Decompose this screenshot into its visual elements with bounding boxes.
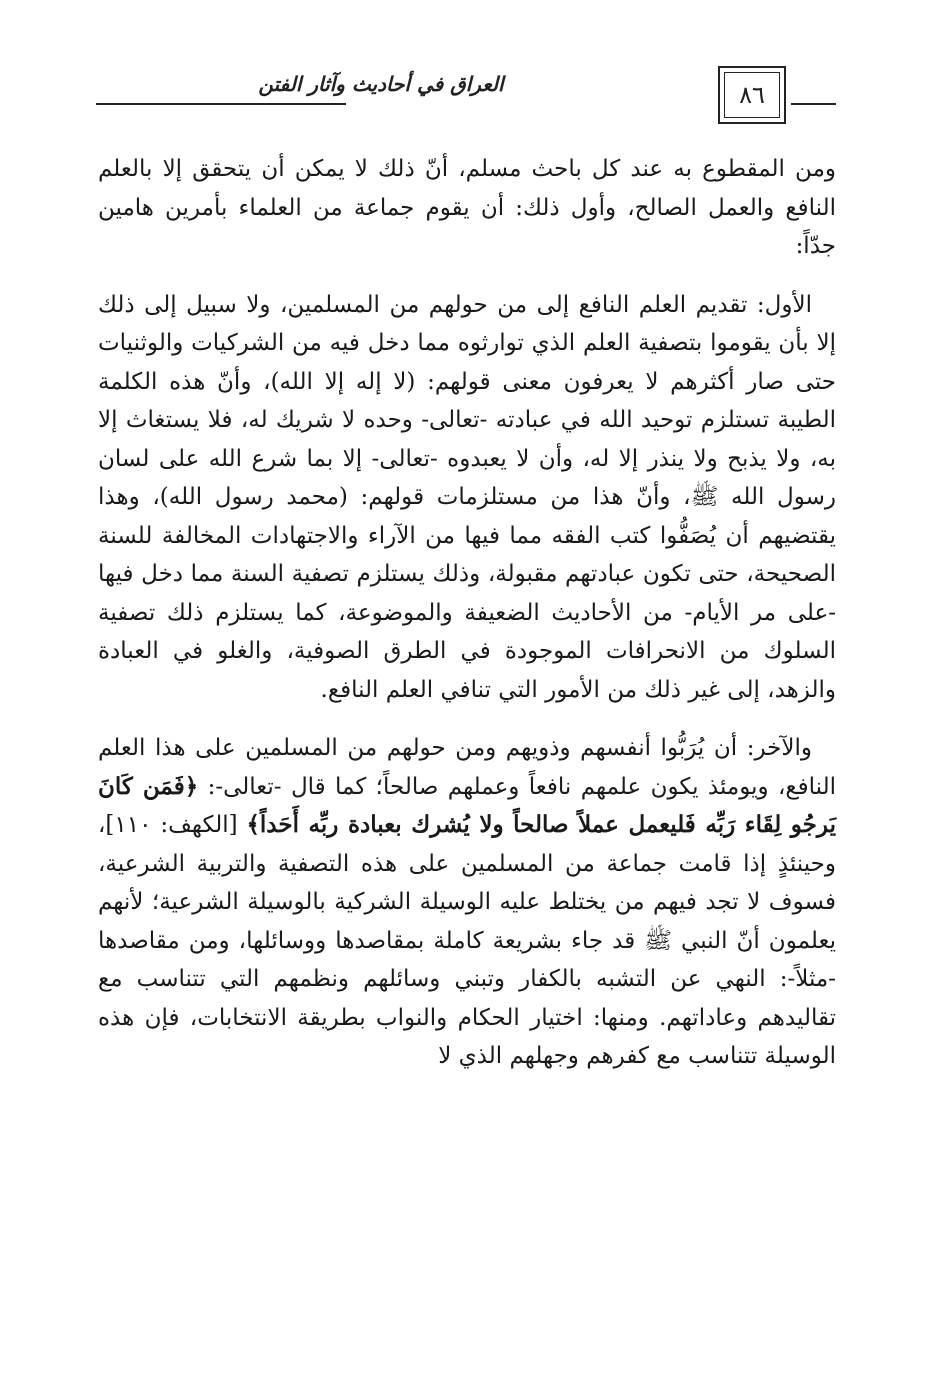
running-title: العراق في أحاديث وآثار الفتن [258,72,504,96]
paragraph-second-text-before: والآخر: أن يُرَبُّوا أنفسهم وذويهم ومن حولهم من المسلمين على هذا العلم النافع، ويومئذ يكون علمهم نافعاً وعملهم صالحاً؛ كما قال -تعالى-: [98,735,836,800]
paragraph-first-point: الأول: تقديم العلم النافع إلى من حولهم من المسلمين، ولا سبيل إلى ذلك إلا بأن يقوموا بتصفية العلم الذي توارثوه مما دخل فيه من الشركيات والوثنيات حتى صار أكثرهم لا يعرفون معنى قولهم: (لا إله إلا الله)، وأنّ هذه الكلمة الطيبة تستلزم توحيد الله في عبادته -تعالى- وحده لا شريك له، فلا يستغاث إلا به، ولا يذبح ولا ينذر إلا له، وأن لا يعبدوه -تعالى- إلا بما شرع الله على لسان رسول الله ﷺ، وأنّ هذا من مستلزمات قولهم: (محمد رسول الله)، وهذا يقتضيهم أن يُصَفُّوا كتب الفقه مما فيها من الآراء والاجتهادات المخالفة للسنة الصحيحة، حتى تكون عبادتهم مقبولة، وذلك يستلزم تصفية السنة مما دخل فيها -على مر الأيام- من الأحاديث الضعيفة والموضوعة، كما يستلزم ذلك تصفية السلوك من الانحرافات الموجودة في الطرق الصوفية، والغلو في العبادة والزهد، إلى غير ذلك من الأمور التي تنافي العلم النافع. [98,291,836,703]
page-number: ٨٦ [739,81,765,109]
body-text [98,150,836,1076]
page-number-frame [718,66,786,124]
header-rule-right [791,103,836,105]
paragraph-second-text-after: [الكهف: ١١٠]، وحينئذٍ إذا قامت جماعة من المسلمين على هذه التصفية والتربية الشرعية، فسوف لا تجد فيهم من يختلط عليه الوسيلة الشركية بالوسيلة الشرعية؛ لأنهم يعلمون أنّ النبي ﷺ قد جاء بشريعة كاملة بمقاصدها ووسائلها، ومن مقاصدها -مثلاً-: النهي عن التشبه بالكفار وتبني وسائلهم ونظمهم التي تتناسب مع تقاليدهم وعاداتهم. ومنها: اختيار الحكام والنواب بطريقة الانتخابات، فإن هذه الوسيلة تتناسب مع كفرهم وجهلهم الذي لا [98,812,836,1069]
paragraph-second-point [98,729,836,1076]
quran-verse: ﴿فَمَن كَانَ يَرجُو لِقَاء رَبِّه فَليعمل عملاً صالحاً ولا يُشرك بعبادة ربِّه أَحَداً﴾ [98,772,836,838]
paragraph-intro: ومن المقطوع به عند كل باحث مسلم، أنّ ذلك لا يمكن أن يتحقق إلا بالعلم النافع والعمل الصالح، وأول ذلك: أن يقوم جماعة من العلماء بأمرين هامين جدّاً: [98,156,836,259]
header-rule-left [96,103,346,105]
page-header [96,66,836,132]
